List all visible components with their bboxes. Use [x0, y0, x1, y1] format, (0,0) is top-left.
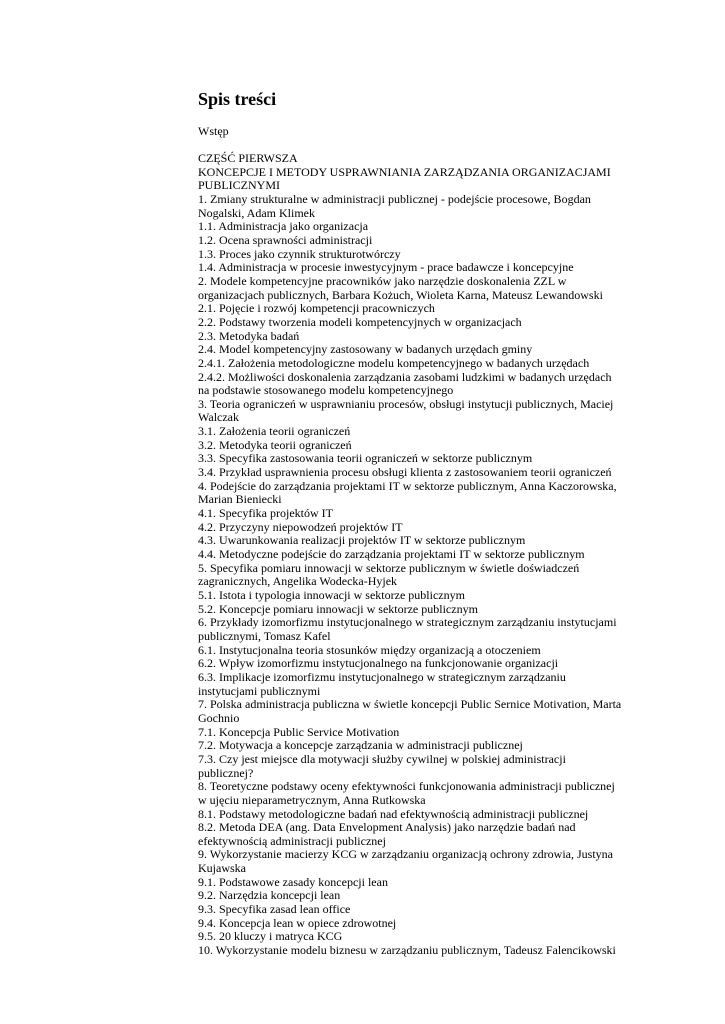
toc-line: 6. Przykłady izomorfizmu instytucjonalnego w strategicznym zarządzaniu instytucjami [198, 615, 617, 630]
document-page [198, 88, 638, 958]
toc-line: publicznej? [198, 765, 254, 780]
toc-line: 2.4.1. Założenia metodologiczne modelu kompetencyjnego w badanych urzędach [198, 355, 590, 370]
toc-line: 2. Modele kompetencyjne pracowników jako narzędzie doskonalenia ZZL w [198, 273, 567, 288]
toc-line: 9.2. Narzędzia koncepcji lean [198, 888, 341, 903]
toc-line: 4.1. Specyfika projektów IT [198, 506, 333, 521]
toc-line: 9.5. 20 kluczy i matryca KCG [198, 929, 343, 944]
toc-line: 3.4. Przykład usprawnienia procesu obsługi klienta z zastosowaniem teorii ograniczeń [198, 465, 612, 480]
toc-line: 7.1. Koncepcja Public Service Motivation [198, 724, 400, 739]
toc-line: CZĘŚĆ PIERWSZA [198, 151, 298, 165]
toc-line: 9.1. Podstawowe zasady koncepcji lean [198, 874, 388, 889]
toc-line: 7. Polska administracja publiczna w świetle koncepcji Public Sernice Motivation, Marta [198, 697, 622, 712]
toc-line: Kujawska [198, 861, 246, 876]
toc-line: 3.3. Specyfika zastosowania teorii ograniczeń w sektorze publicznym [198, 451, 533, 466]
toc-line: 9. Wykorzystanie macierzy KCG w zarządzaniu organizacją ochrony zdrowia, Justyna [198, 847, 614, 862]
toc-line: 2.2. Podstawy tworzenia modeli kompetencyjnych w organizacjach [198, 314, 522, 329]
toc-line: Gochnio [198, 710, 240, 725]
toc-line: Nogalski, Adam Klimek [198, 205, 315, 220]
toc-line: 7.3. Czy jest miejsce dla motywacji służby cywilnej w polskiej administracji [198, 751, 566, 766]
toc-line: publicznymi, Tomasz Kafel [198, 628, 331, 643]
toc-line: PUBLICZNYMI [198, 178, 281, 193]
toc-line: zagranicznych, Angelika Wodecka-Hyjek [198, 574, 398, 589]
toc-line: 5.2. Koncepcje pomiaru innowacji w sektorze publicznym [198, 601, 478, 616]
toc-line: efektywnością administracji publicznej [198, 833, 386, 848]
toc-line: 6.1. Instytucjonalna teoria stosunków między organizacją a otoczeniem [198, 642, 541, 657]
toc-line: 8.1. Podstawy metodologiczne badań nad efektywnością administracji publicznej [198, 806, 589, 821]
toc-line: Marian Bieniecki [198, 492, 282, 507]
toc-line: instytucjami publicznymi [198, 683, 321, 698]
toc-line: 1.2. Ocena sprawności administracji [198, 232, 373, 247]
toc-line: 4. Podejście do zarządzania projektami IT w sektorze publicznym, Anna Kaczorowska, [198, 478, 617, 493]
toc-line: 2.1. Pojęcie i rozwój kompetencji pracowniczych [198, 301, 435, 316]
table-of-contents [198, 152, 638, 958]
toc-line: 8.2. Metoda DEA (ang. Data Envelopment Analysis) jako narzędzie badań nad [198, 820, 576, 835]
toc-line: 1.1. Administracja jako organizacja [198, 219, 369, 234]
toc-line: 2.4. Model kompetencyjny zastosowany w badanych urzędach gminy [198, 342, 533, 357]
toc-line: 1.4. Administracja w procesie inwestycyjnym - prace badawcze i koncepcyjne [198, 260, 574, 275]
toc-line: 2.4.2. Możliwości doskonalenia zarządzania zasobami ludzkimi w badanych urzędach [198, 369, 612, 384]
toc-line: 9.3. Specyfika zasad lean office [198, 902, 351, 917]
toc-line: 4.4. Metodyczne podejście do zarządzania projektami IT w sektorze publicznym [198, 547, 585, 562]
toc-line: organizacjach publicznych, Barbara Kożuch, Wioleta Karna, Mateusz Lewandowski [198, 287, 603, 302]
toc-line: 3.1. Założenia teorii ograniczeń [198, 424, 351, 439]
toc-line: 4.3. Uwarunkowania realizacji projektów IT w sektorze publicznym [198, 533, 526, 548]
toc-line: 1.3. Proces jako czynnik strukturotwórczy [198, 246, 401, 261]
toc-line: 4.2. Przyczyny niepowodzeń projektów IT [198, 519, 403, 534]
toc-line: na podstawie stosowanego modelu kompetencyjnego [198, 383, 454, 398]
toc-line: 9.4. Koncepcja lean w opiece zdrowotnej [198, 915, 397, 930]
toc-line: KONCEPCJE I METODY USPRAWNIANIA ZARZĄDZANIA ORGANIZACJAMI [198, 164, 611, 179]
toc-line: 8. Teoretyczne podstawy oceny efektywności funkcjonowania administracji publicznej [198, 779, 615, 794]
toc-line: 6.3. Implikacje izomorfizmu instytucjonalnego w strategicznym zarządzaniu [198, 669, 566, 684]
toc-line: 2.3. Metodyka badań [198, 328, 300, 343]
toc-line: Walczak [198, 410, 240, 425]
toc-line: 5.1. Istota i typologia innowacji w sektorze publicznym [198, 588, 465, 602]
toc-line: 10. Wykorzystanie modelu biznesu w zarządzaniu publicznym, Tadeusz Falencikowski [198, 943, 616, 958]
toc-line: 1. Zmiany strukturalne w administracji publicznej - podejście procesowe, Bogdan [198, 191, 591, 206]
toc-line: w ujęciu nieparametrycznym, Anna Rutkowska [198, 792, 426, 807]
intro-entry: Wstęp [198, 124, 229, 138]
toc-line: 3. Teoria ograniczeń w usprawnianiu procesów, obsługi instytucji publicznych, Maciej [198, 396, 614, 411]
toc-line: 3.2. Metodyka teorii ograniczeń [198, 437, 352, 452]
toc-line: 7.2. Motywacja a koncepcje zarządzania w administracji publicznej [198, 738, 523, 753]
document-title: Spis treści [198, 89, 277, 109]
toc-line: 6.2. Wpływ izomorfizmu instytucjonalnego na funkcjonowanie organizacji [198, 656, 559, 671]
toc-line: 5. Specyfika pomiaru innowacji w sektorze publicznym w świetle doświadczeń [198, 560, 580, 575]
